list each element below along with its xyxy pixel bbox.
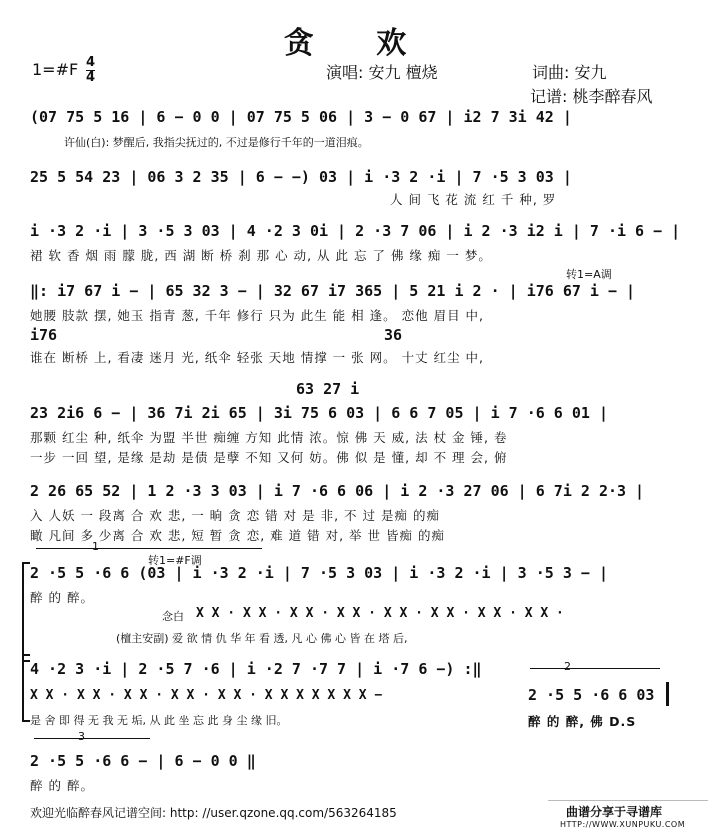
row6-notes: 2 26 65 52 | 1 2 ·3 3 03 | i 7 ·6 6 06 | i 2 ·3 27 06 | 6 7i 2 2·3 | xyxy=(30,482,645,500)
chant-label: 念白 xyxy=(162,610,184,623)
watermark-url[interactable]: HTTP://WWW.XUNPUKU.COM xyxy=(560,820,686,829)
row2-lyric: 人 间 飞 花 流 红 千 种, 罗 xyxy=(390,192,557,207)
composer-credit: 词曲: 安九 xyxy=(532,63,607,82)
time-signature-denominator: 4 xyxy=(86,70,96,85)
row4-alt-notes-b: 36 xyxy=(384,326,403,344)
row8-chant-text: 是 舍 即 得 无 我 无 垢, 从 此 坐 忘 此 身 尘 缘 旧。 xyxy=(30,714,288,727)
row6-lyric-verse2: 瞰 凡间 多 少离 合 欢 悲, 短 暂 贪 恋, 难 道 错 对, 举 世 皆痴 的痴 xyxy=(30,528,445,543)
volta-line-3 xyxy=(34,738,150,739)
row7-lyric: 醉 的 醉。 xyxy=(30,590,94,605)
row2-notes: 25 5 54 23 | 06 3 2 35 | 6 − −) 03 | i ·3 2 ·i | 7 ·5 3 03 | xyxy=(30,168,572,186)
ending-barline xyxy=(666,682,669,706)
row4-notes: ‖: i7 67 i − | 65 32 3 − | 32 67 i7 365 | 5 21 i 2 · | i76 67 i − | xyxy=(30,282,636,300)
watermark-title: 曲谱分享于寻谱库 xyxy=(566,805,663,819)
row8-notes: 4 ·2 3 ·i | 2 ·5 7 ·6 | i ·2 7 ·7 7 | i ·7 6 −) :‖ xyxy=(30,660,482,678)
key-change-label-a: 转1=A调 xyxy=(566,268,612,281)
row8-ending-notes: 2 ·5 5 ·6 6 03 xyxy=(528,686,655,704)
row7-notes: 2 ·5 5 ·6 6 (03 | i ·3 2 ·i | 7 ·5 3 03 | i ·3 2 ·i | 3 ·5 3 − | xyxy=(30,564,608,582)
row3-notes: i ·3 2 ·i | 3 ·5 3 03 | 4 ·2 3 0i | 2 ·3 7 06 | i 2 ·3 i2 i | 7 ·i 6 − | xyxy=(30,222,681,240)
footer-visit-link[interactable]: 欢迎光临醉春风记谱空间: http: //user.qzone.qq.com/563264185 xyxy=(30,806,397,820)
row9-notes: 2 ·5 5 ·6 6 − | 6 − 0 0 ‖ xyxy=(30,752,256,770)
song-title: 贪 欢 xyxy=(283,26,433,61)
row6-lyric-verse1: 入 人妖 一 段离 合 欢 悲, 一 晌 贪 恋 错 对 是 非, 不 过 是痴 的痴 xyxy=(30,508,440,523)
volta-number-1: 1 xyxy=(92,540,99,553)
volta-line-2 xyxy=(530,668,660,669)
row8-chant-rhythm: X X · X X · X X · X X · X X · X X X X X X X − xyxy=(30,688,383,703)
row5-notes: 23 2i6 6 − | 36 7i 2i 65 | 3i 75 6 03 | 6 6 7 05 | i 7 ·6 6 01 | xyxy=(30,404,608,422)
row7-chant-text: (檀主安副) 爱 欲 情 仇 华 年 看 透, 凡 心 佛 心 皆 在 塔 后, xyxy=(116,632,408,645)
row1-notes: (07 75 5 16 | 6 − 0 0 | 07 75 5 06 | 3 − 0 67 | i2 7 3i 42 | xyxy=(30,108,572,126)
row5-lyric-verse2: 一步 一回 望, 是缘 是劫 是债 是孽 不知 又何 妨。佛 似 是 懂, 却 不 理 会, 俯 xyxy=(30,450,508,465)
volta-number-3: 3 xyxy=(78,730,85,743)
system-bracket-row7 xyxy=(22,562,30,662)
row5-lyric-verse1: 那颗 红尘 种, 纸伞 为盟 半世 痴缠 方知 此情 浓。惊 佛 天 威, 法 杖 金 锤, 卷 xyxy=(30,430,508,445)
row7-chant-rhythm: X X · X X · X X · X X · X X · X X · X X · X X · xyxy=(196,606,564,621)
row5-pickup-notes: 63 27 i xyxy=(296,380,360,398)
key-change-label-f: 转1=#F调 xyxy=(148,554,202,567)
system-bracket-row8 xyxy=(22,654,30,722)
singer-credit: 演唱: 安九 檀烧 xyxy=(326,63,438,82)
transcriber-credit: 记谱: 桃李醉春风 xyxy=(530,87,653,106)
row1-narration: 许仙(白): 梦醒后, 我指尖抚过的, 不过是修行千年的一道泪痕。 xyxy=(64,136,369,149)
row8-ending-lyric: 醉 的 醉, 佛 D.S xyxy=(528,714,637,729)
time-signature xyxy=(86,56,95,84)
volta-number-2: 2 xyxy=(564,660,571,673)
row3-lyric: 裙 软 香 烟 雨 朦 胧, 西 湖 断 桥 刹 那 心 动, 从 此 忘 了 佛 缘 痴 一 梦。 xyxy=(30,248,492,263)
row4-lyric-verse2: 谁在 断桥 上, 看凄 迷月 光, 纸伞 轻张 天地 情撑 一 张 网。 十丈 红尘 中, xyxy=(30,350,485,365)
row4-lyric-verse1: 她腰 肢款 摆, 她玉 指青 葱, 千年 修行 只为 此生 能 相 逢。 恋他 眉目 中, xyxy=(30,308,485,323)
row9-lyric: 醉 的 醉。 xyxy=(30,778,94,793)
row4-alt-notes-a: i76 xyxy=(30,326,58,344)
volta-line-1 xyxy=(36,548,262,549)
time-signature-numerator: 4 xyxy=(86,55,96,70)
key-signature: 1=#F xyxy=(32,60,79,79)
